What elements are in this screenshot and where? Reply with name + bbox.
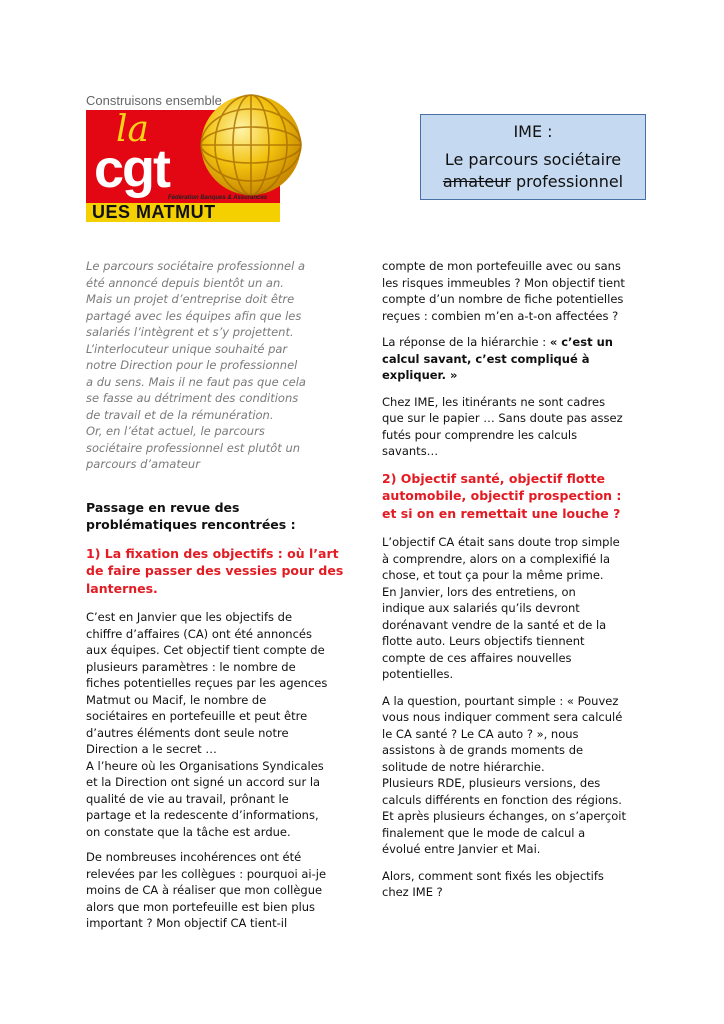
- text-line: solitude de notre hiérarchie.: [382, 759, 545, 774]
- text-line: important ? Mon objectif CA tient-il: [86, 916, 288, 930]
- intro-line: Mais un projet d’entreprise doit être: [86, 292, 295, 306]
- text-line: finalement que le mode de calcul a: [382, 825, 586, 840]
- intro-line: de travail et de la rémunération.: [86, 407, 274, 422]
- logo-tagline: Construisons ensemble: [86, 93, 222, 108]
- text-line: plusieurs paramètres : le nombre de: [86, 659, 296, 674]
- intro-line: été annoncé depuis bientôt un an.: [86, 275, 284, 290]
- text-line: aux équipes. Cet objectif tient compte de: [86, 643, 325, 657]
- intro-paragraph: [86, 258, 348, 473]
- answer-quote: calcul savant, c’est compliqué à: [382, 351, 590, 366]
- text-line: savants…: [382, 444, 439, 458]
- text-line: assistons à de grands moments de: [382, 743, 584, 757]
- intro-line: partagé avec les équipes afin que les: [86, 308, 302, 323]
- text-line: vous nous indiquer comment sera calculé: [382, 710, 623, 724]
- paragraph-objective-ca: [382, 534, 646, 683]
- heading-1-line: lanternes.: [86, 580, 158, 596]
- paragraph-hierarchy-answer: [382, 334, 646, 384]
- paragraph-portfolio: [382, 258, 646, 324]
- paragraph-question: [382, 693, 646, 858]
- intro-line: parcours d’amateur: [86, 457, 200, 471]
- text-line: C’est en Janvier que les objectifs de: [86, 610, 293, 624]
- title-line-1: IME :: [513, 122, 553, 141]
- paragraph-conclusion: [382, 868, 646, 901]
- heading-2-line: et si on en remettait une louche ?: [382, 505, 621, 521]
- text-line: chez IME ?: [382, 885, 443, 899]
- answer-intro: La réponse de la hiérarchie :: [382, 335, 550, 349]
- paragraph-incoherences: [86, 849, 348, 932]
- text-line: d’autres éléments dont seule notre: [86, 725, 289, 740]
- text-line: on constate que la tâche est ardue.: [86, 824, 291, 839]
- left-column: [86, 258, 348, 941]
- right-column: [382, 258, 646, 910]
- text-line: dorénavant vendre de la santé et de la: [382, 617, 607, 632]
- intro-line: notre Direction pour le professionnel: [86, 358, 298, 372]
- text-line: Alors, comment sont fixés les objectifs: [382, 868, 604, 883]
- heading-1: [86, 545, 348, 598]
- title-box: [420, 114, 646, 200]
- logo-ues-text: UES MATMUT: [92, 202, 216, 222]
- logo-federation-text: Fédération Banques & Assurances: [168, 195, 268, 201]
- text-line: compte de ces affaires nouvelles: [382, 650, 572, 665]
- section-heading: [86, 499, 348, 533]
- paragraph-objectives: [86, 609, 348, 840]
- text-line: qualité de vie au travail, prônant le: [86, 791, 289, 806]
- text-line: De nombreuses incohérences ont été: [86, 850, 302, 864]
- title-line-3: [421, 171, 645, 193]
- text-line: Et après plusieurs échanges, on s’aperçoit: [382, 809, 626, 823]
- title-struck-word: amateur: [442, 172, 511, 191]
- text-line: A l’heure où les Organisations Syndicales: [86, 758, 324, 773]
- intro-line: sociétaire professionnel est plutôt un: [86, 440, 301, 455]
- title-line-2: Le parcours sociétaire: [444, 150, 622, 169]
- text-line: relevées par les collègues : pourquoi ai-je: [86, 866, 327, 881]
- text-line: Matmut ou Macif, le nombre de: [86, 692, 267, 707]
- section-heading-line: Passage en revue des: [86, 499, 240, 515]
- text-line: calculs différents en fonction des régions.: [382, 792, 622, 807]
- text-line: chiffre d’affaires (CA) ont été annoncés: [86, 626, 312, 641]
- answer-quote: expliquer. »: [382, 368, 458, 382]
- text-line: Chez IME, les itinérants ne sont cadres: [382, 394, 606, 409]
- text-line: compte de mon portefeuille avec ou sans: [382, 259, 621, 273]
- text-line: évolué entre Janvier et Mai.: [382, 842, 541, 856]
- heading-1-line: de faire passer des vessies pour des: [86, 563, 344, 578]
- text-line: le CA santé ? Le CA auto ? », nous: [382, 726, 579, 741]
- intro-line: se fasse au détriment des conditions: [86, 391, 299, 405]
- text-line: [382, 334, 646, 351]
- intro-line: L’interlocuteur unique souhaité par: [86, 341, 288, 356]
- text-line: chose, et tout ça pour la même prime.: [382, 568, 604, 582]
- text-line: A la question, pourtant simple : « Pouvez: [382, 693, 619, 708]
- text-line: et la Direction ont signé un accord sur la: [86, 775, 321, 789]
- intro-line: Or, en l’état actuel, le parcours: [86, 424, 265, 438]
- globe-icon: [196, 90, 306, 200]
- intro-line: a du sens. Mais il ne faut pas que cela: [86, 374, 306, 389]
- answer-quote: « c’est un: [549, 335, 613, 349]
- text-line: Direction a le secret …: [86, 742, 217, 756]
- text-line: les risques immeubles ? Mon objectif tient: [382, 275, 625, 290]
- text-line: que sur le papier … Sans doute pas assez: [382, 411, 623, 425]
- text-line: compte d’un nombre de fiche potentielles: [382, 292, 624, 306]
- text-line: à comprendre, alors on a complexifié la: [382, 551, 611, 566]
- section-heading-line: problématiques rencontrées :: [86, 516, 296, 532]
- text-line: indique aux salariés qu’ils devront: [382, 601, 580, 615]
- text-line: Plusieurs RDE, plusieurs versions, des: [382, 776, 601, 790]
- cgt-logo: [86, 110, 280, 222]
- text-line: En Janvier, lors des entretiens, on: [382, 584, 576, 599]
- heading-2-line: 2) Objectif santé, objectif flotte: [382, 470, 605, 486]
- text-line: sociétaires en portefeuille et peut être: [86, 709, 308, 723]
- logo-la-text: la: [116, 109, 149, 150]
- intro-line: salariés l’intègrent et s’y projettent.: [86, 325, 294, 339]
- text-line: moins de CA à réaliser que mon collègue: [86, 883, 323, 897]
- text-line: fiches potentielles reçues par les agences: [86, 676, 328, 690]
- heading-2-line: automobile, objectif prospection :: [382, 488, 622, 503]
- text-line: flotte auto. Leurs objectifs tiennent: [382, 634, 585, 648]
- text-line: potentielles.: [382, 667, 454, 681]
- text-line: L’objectif CA était sans doute trop simple: [382, 535, 620, 549]
- heading-2: [382, 470, 646, 523]
- text-line: partage et la redescente d’informations,: [86, 808, 319, 822]
- intro-line: Le parcours sociétaire professionnel a: [86, 259, 306, 273]
- heading-1-line: 1) La fixation des objectifs : où l’art: [86, 545, 339, 561]
- paragraph-itinerants: [382, 394, 646, 460]
- text-line: alors que mon portefeuille est bien plus: [86, 899, 316, 914]
- text-line: reçues : combien m’en a-t-on affectées ?: [382, 308, 619, 323]
- logo-cgt-text: cgt: [94, 139, 169, 199]
- title-line-3-rest: professionnel: [510, 172, 624, 191]
- text-line: futés pour comprendre les calculs: [382, 427, 578, 442]
